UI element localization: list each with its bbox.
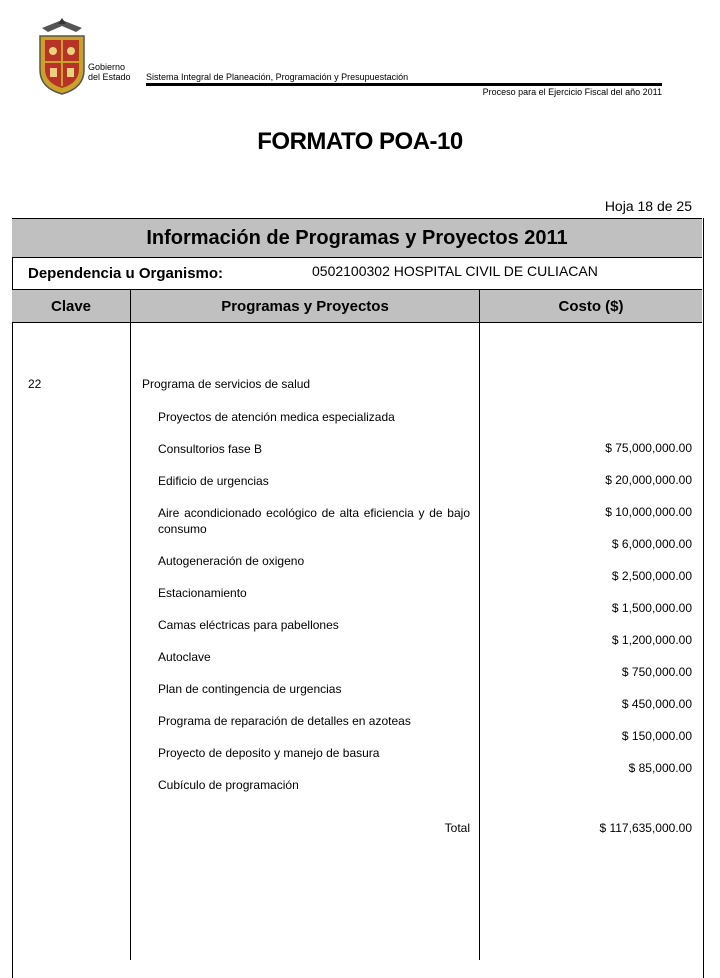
column-divider [479, 290, 480, 960]
project-name: Programa de reparación de detalles en azoteas [158, 714, 411, 728]
header-divider [146, 83, 662, 86]
project-cost: $ 1,500,000.00 [611, 601, 692, 615]
project-name: Autogeneración de oxigeno [158, 554, 305, 568]
project-name: Camas eléctricas para pabellones [158, 618, 339, 632]
sheet-number: Hoja 18 de 25 [604, 198, 692, 214]
project-name: Autoclave [158, 650, 211, 664]
project-cost: $ 750,000.00 [621, 665, 692, 679]
government-label-line1: Gobierno [88, 62, 126, 72]
total-label: Total [444, 821, 470, 835]
project-cost: $ 6,000,000.00 [611, 537, 692, 551]
project-cost: $ 75,000,000.00 [605, 441, 692, 455]
header-programs: Programas y Proyectos [221, 298, 389, 315]
project-name: Estacionamiento [158, 586, 247, 600]
project-cost: $ 85,000.00 [628, 761, 692, 775]
project-name: Edificio de urgencias [158, 474, 269, 488]
project-name: Proyecto de deposito y manejo de basura [158, 746, 380, 760]
system-name: Sistema Integral de Planeación, Programación y Presupuestación [146, 72, 409, 82]
header-cost: Costo ($) [558, 298, 624, 315]
state-coat-of-arms-icon [36, 18, 88, 96]
project-name: Aire acondicionado ecológico de alta eficiencia y de bajo consumo [158, 506, 470, 536]
program-clave: 22 [28, 377, 42, 391]
project-cost: $ 150,000.00 [621, 729, 692, 743]
project-name: Consultorios fase B [158, 442, 263, 456]
process-label: Proceso para el Ejercicio Fiscal del año 2011 [482, 87, 662, 97]
page-title: FORMATO POA-10 [257, 128, 463, 155]
program-name: Programa de servicios de salud [142, 377, 311, 391]
project-cost: $ 10,000,000.00 [605, 505, 692, 519]
project-name: Plan de contingencia de urgencias [158, 682, 342, 696]
subprogram-name: Proyectos de atención medica especializada [158, 410, 395, 424]
project-cost: $ 450,000.00 [621, 697, 692, 711]
header-clave: Clave [50, 298, 92, 315]
dependency-label: Dependencia u Organismo: [28, 265, 224, 282]
government-label-line2: del Estado [88, 72, 131, 82]
dependency-value: 0502100302 HOSPITAL CIVIL DE CULIACAN [312, 263, 598, 279]
project-name: Cubículo de programación [158, 778, 299, 792]
project-cost: $ 20,000,000.00 [605, 473, 692, 487]
table-title: Información de Programas y Proyectos 2011 [12, 218, 702, 258]
project-cost: $ 2,500,000.00 [611, 569, 692, 583]
project-cost: $ 1,200,000.00 [611, 633, 692, 647]
column-divider [130, 290, 131, 960]
total-value: $ 117,635,000.00 [599, 821, 692, 835]
